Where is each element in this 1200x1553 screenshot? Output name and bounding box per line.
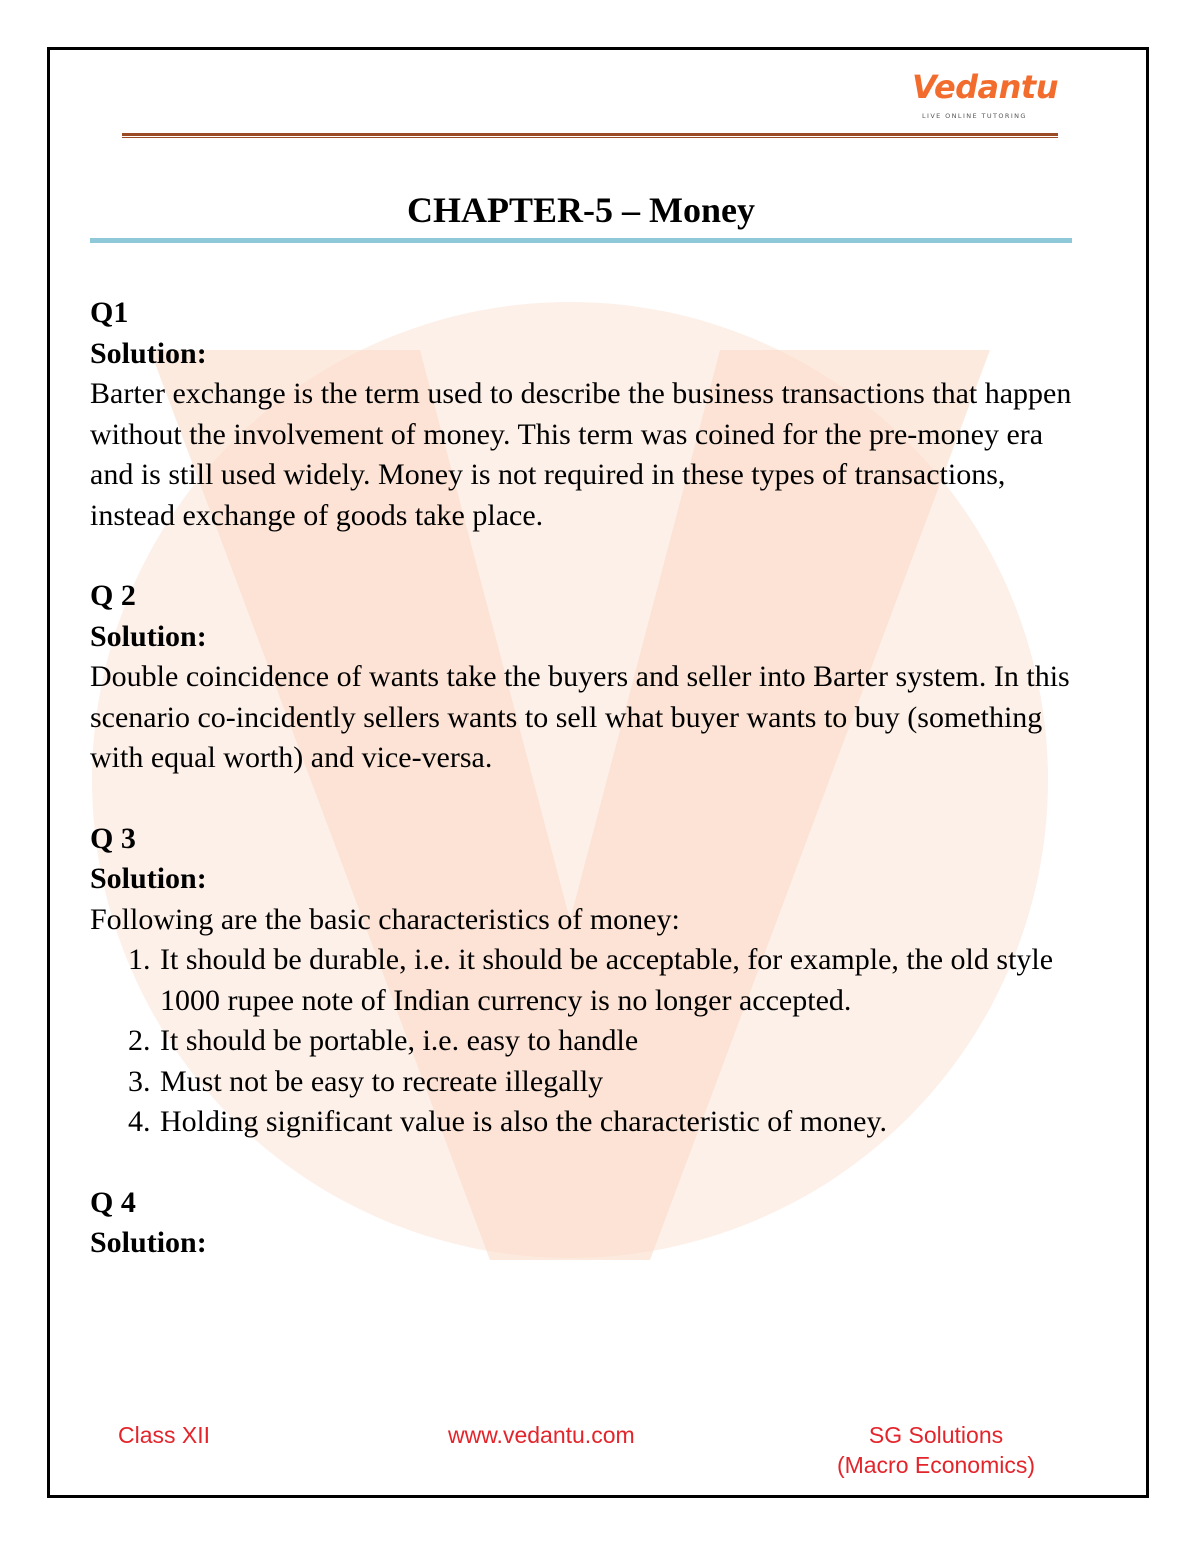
list-item: 1. It should be durable, i.e. it should be acceptable, for example, the old style 1000 rupee note of Indian currency is no longer accepted. — [158, 940, 1080, 1021]
solution-label: Solution: — [90, 619, 207, 653]
list-item: 4. Holding significant value is also the characteristic of money. — [158, 1102, 1080, 1143]
characteristics-list — [90, 940, 1080, 1143]
list-item: 3. Must not be easy to recreate illegally — [158, 1062, 1080, 1103]
header-rule — [122, 133, 1058, 138]
question-2 — [90, 576, 1080, 779]
page-title: CHAPTER-5 – Money — [407, 190, 755, 230]
title-rule — [90, 238, 1072, 243]
question-4 — [90, 1183, 1080, 1264]
footer-website-link[interactable]: www.vedantu.com — [448, 1422, 635, 1448]
question-label: Q 3 — [90, 821, 136, 855]
solution-text: Barter exchange is the term used to describe the business transactions that happen without the involvement of money. This term was coined for the pre-money era and is still used widely. Money is not required in these types of transactions, instead exchange of goods take place. — [90, 377, 1072, 532]
logo-tagline: LIVE ONLINE TUTORING — [922, 112, 1027, 120]
solution-label: Solution: — [90, 862, 207, 895]
solution-text: Following are the basic characteristics of money: — [90, 902, 680, 936]
footer-class: Class XII — [118, 1422, 211, 1448]
list-item: 2. It should be portable, i.e. easy to handle — [158, 1021, 1080, 1062]
footer-subject-line1: SG Solutions — [868, 1422, 1004, 1448]
content — [90, 293, 1080, 1304]
footer-subject — [812, 1420, 1060, 1480]
solution-label: Solution: — [90, 1226, 207, 1259]
logo-wordmark: Vedantu — [912, 68, 1058, 106]
question-label: Q1 — [90, 296, 129, 329]
solution-label: Solution: — [90, 336, 207, 370]
question-label: Q 4 — [90, 1185, 136, 1219]
question-1 — [90, 293, 1080, 536]
question-3 — [90, 819, 1080, 1143]
question-label: Q 2 — [90, 579, 136, 612]
footer-subject-line2: (Macro Economics) — [836, 1452, 1036, 1478]
vedantu-logo — [912, 68, 1058, 124]
solution-text: Double coincidence of wants take the buyers and seller into Barter system. In this scenario co-incidently sellers wants to sell what buyer wants to buy (something with equal worth) and vice-versa. — [90, 660, 1070, 774]
